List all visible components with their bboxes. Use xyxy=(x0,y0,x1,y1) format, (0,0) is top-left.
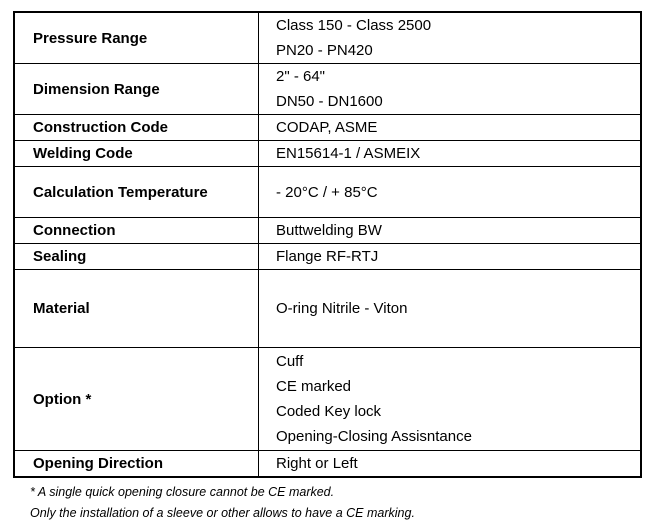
row-label: Calculation Temperature xyxy=(14,167,259,218)
table-row xyxy=(14,141,641,167)
row-value xyxy=(259,115,642,141)
footnote-ce-marking: * A single quick opening closure cannot be CE marked. xyxy=(30,485,335,499)
row-label: Construction Code xyxy=(14,115,259,141)
value-line: CE marked xyxy=(276,378,352,395)
row-label: Pressure Range xyxy=(14,12,259,64)
table-row xyxy=(14,12,641,64)
value-line: Cuff xyxy=(276,353,304,370)
value-line: DN50 - DN1600 xyxy=(276,93,383,110)
row-value xyxy=(259,167,642,218)
table-row xyxy=(14,167,641,218)
row-value xyxy=(259,451,642,478)
row-label: Opening Direction xyxy=(14,451,259,478)
row-label: Sealing xyxy=(14,244,259,270)
value-line: Right or Left xyxy=(276,455,358,472)
row-value xyxy=(259,348,642,451)
table-row xyxy=(14,64,641,115)
value-line: - 20°C / + 85°C xyxy=(276,183,378,201)
value-line: EN15614-1 / ASMEIX xyxy=(276,145,421,162)
value-line: 2" - 64" xyxy=(276,68,326,85)
value-line: CODAP, ASME xyxy=(276,119,378,136)
row-value xyxy=(259,270,642,348)
value-line: Class 150 - Class 2500 xyxy=(276,17,432,34)
value-line: PN20 - PN420 xyxy=(276,42,373,59)
specification-table xyxy=(13,11,642,478)
value-line: Opening-Closing Assisntance xyxy=(276,428,472,445)
row-label: Option * xyxy=(14,348,259,451)
table-row xyxy=(14,244,641,270)
row-label: Material xyxy=(14,270,259,348)
row-value xyxy=(259,218,642,244)
row-value xyxy=(259,141,642,167)
table-row xyxy=(14,348,641,451)
row-value xyxy=(259,244,642,270)
value-line: O-ring Nitrile - Viton xyxy=(276,300,408,317)
table-row xyxy=(14,451,641,478)
row-value xyxy=(259,64,642,115)
row-label: Dimension Range xyxy=(14,64,259,115)
table-row xyxy=(14,270,641,348)
row-label: Connection xyxy=(14,218,259,244)
value-line: Buttwelding BW xyxy=(276,222,382,239)
footnote-sleeve-installation: Only the installation of a sleeve or other allows to have a CE marking. xyxy=(30,506,415,520)
value-line: Flange RF-RTJ xyxy=(276,248,379,265)
table-row xyxy=(14,218,641,244)
value-line: Coded Key lock xyxy=(276,403,382,420)
table-row xyxy=(14,115,641,141)
row-value xyxy=(259,12,642,64)
row-label: Welding Code xyxy=(14,141,259,167)
